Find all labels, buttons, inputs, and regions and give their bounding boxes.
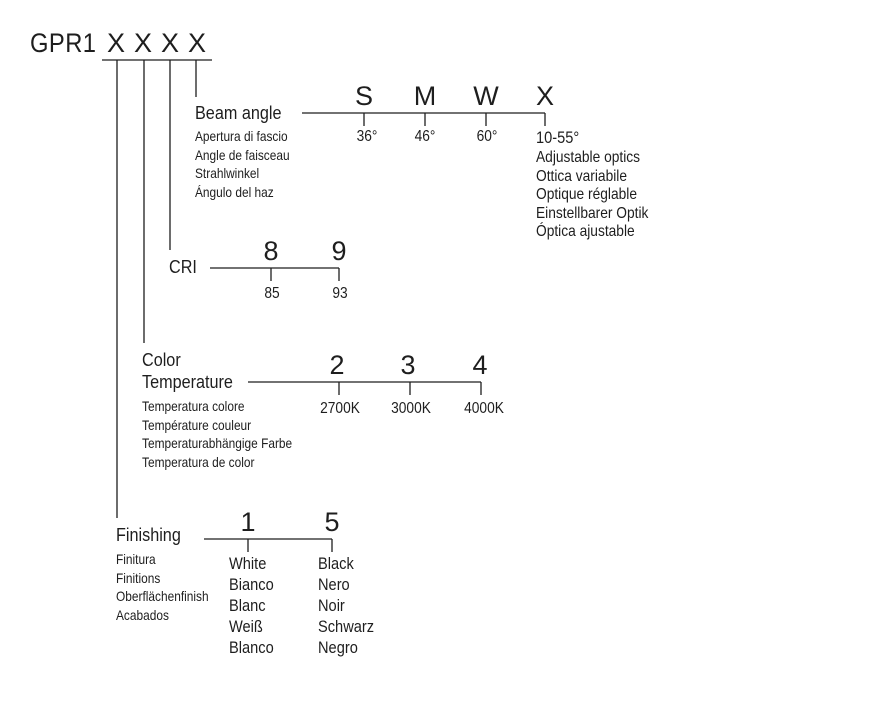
beam-value-x: 10-55° [536,128,580,147]
translation-it: Temperatura colore [142,398,245,414]
translation-fr: Finitions [116,569,161,586]
adjustable-note-de: Einstellbarer Optik [536,204,649,222]
finish-name-de: Schwarz [318,617,375,636]
finish-name-es: Negro [318,638,358,657]
finishing-white-names [229,553,274,658]
finish-name-es: Blanco [229,638,274,657]
color-temperature-title-line1: Color [142,350,181,370]
finish-name-it: Nero [318,575,350,594]
cri-value-85: 85 [264,285,280,302]
translation-es: Ángulo del haz [195,183,274,200]
beam-value-w: 60° [476,128,498,145]
cct-code-4: 4 [472,350,488,380]
finishing-black-names [318,553,374,658]
cct-value-4000k: 4000K [464,400,504,417]
translation-de: Strahlwinkel [195,165,260,181]
beam-code-m: M [413,81,437,111]
color-temperature-title-line2: Temperature [142,372,233,392]
translation-es: Acabados [116,606,169,623]
translation-es: Temperatura de color [142,453,255,470]
beam-angle-title: Beam angle [195,103,282,123]
cct-value-3000k: 3000K [391,400,431,417]
code-placeholder-cri: X [161,28,180,58]
finishing-title: Finishing [116,525,181,545]
adjustable-note-en: Adjustable optics [536,149,641,166]
translation-fr: Température couleur [142,416,252,433]
finish-name-it: Bianco [229,575,274,594]
translation-it: Finitura [116,551,156,567]
translation-fr: Angle de faisceau [195,146,290,163]
cct-code-2: 2 [329,350,345,380]
code-placeholder-color-temperature: X [134,28,153,58]
cri-code-8: 8 [263,236,279,266]
finish-name-en: Black [318,554,354,573]
cri-title: CRI [169,257,197,277]
product-code-prefix: GPR1 [30,28,97,58]
adjustable-note-es: Óptica ajustable [536,223,635,240]
adjustable-note-fr: Optique réglable [536,186,637,203]
beam-code-s: S [354,81,374,111]
finish-name-en: White [229,554,267,573]
translation-it: Apertura di fascio [195,128,288,144]
translation-de: Temperaturabhängige Farbe [142,435,293,451]
beam-value-s: 36° [356,128,378,145]
code-placeholder-beam-angle: X [188,28,207,58]
adjustable-optics-notes [536,149,648,242]
finishing-code-1: 1 [240,507,256,537]
beam-value-m: 46° [414,128,436,145]
beam-angle-translations [195,127,290,201]
cri-value-93: 93 [332,285,348,302]
adjustable-note-it: Ottica variabile [536,167,628,185]
finish-name-fr: Blanc [229,596,266,615]
beam-code-w: W [473,81,499,111]
finishing-translations [116,550,209,624]
color-temperature-translations [142,397,292,471]
cri-code-9: 9 [331,236,347,266]
finish-name-de: Weiß [229,617,263,636]
cct-code-3: 3 [400,350,416,380]
finishing-code-5: 5 [324,507,340,537]
cct-value-2700k: 2700K [320,400,360,417]
beam-code-x: X [535,81,555,111]
finish-name-fr: Noir [318,596,345,615]
code-placeholder-finishing: X [107,28,126,58]
translation-de: Oberflächenfinish [116,588,209,604]
